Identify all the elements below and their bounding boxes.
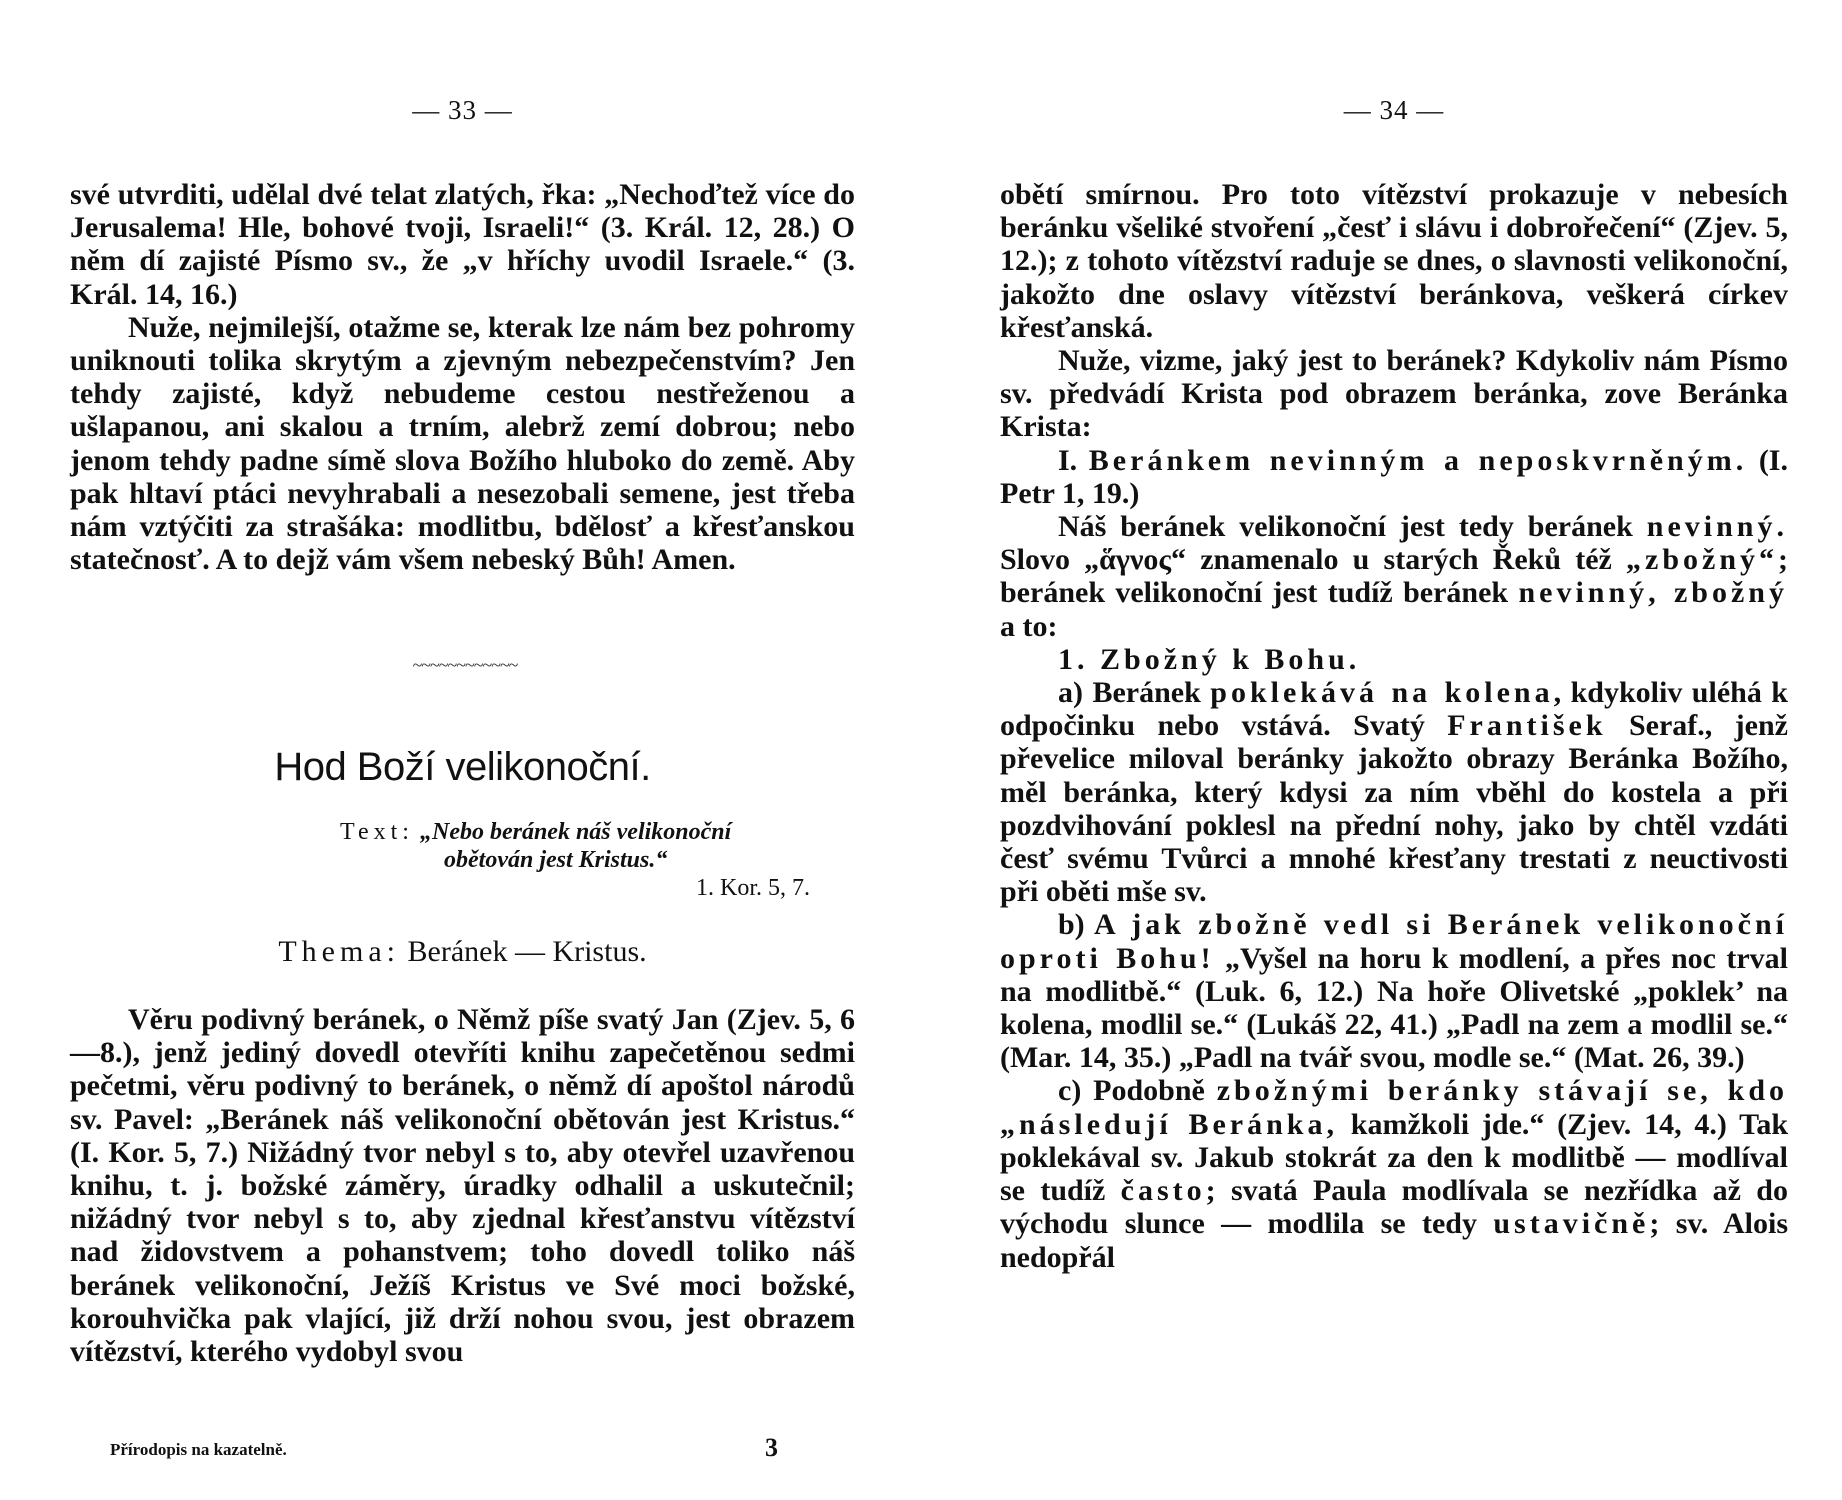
text-run: b) xyxy=(1058,908,1094,942)
spaced-text: František xyxy=(1447,709,1607,743)
thema-label: Thema: xyxy=(278,935,400,968)
paragraph xyxy=(1000,1074,1788,1273)
text-run: (I. Petr 1, 19.) xyxy=(1000,443,1788,510)
text-run: Seraf., jenž převelice miloval beránky jakožto obrazy Beránka Božího, měl beránka, který kdysi za ním vběhl do kostela a při pozdvihování poklesl na přední nohy, jako by chtěl vzdáti česť svému Tvůrci a mnohé křesťany trestati z neuctivosti při oběti mše sv. xyxy=(1000,709,1788,909)
spaced-text: „zbožný“ xyxy=(1626,543,1778,577)
text-run: a) Beránek xyxy=(1058,676,1211,710)
paragraph: Nuže, vizme, jaký jest to beránek? Kdykoliv nám Písmo sv. předvádí Krista pod obrazem beránka, zove Beránka Krista: xyxy=(1000,344,1788,444)
text-quote-line1: „Nebo beránek náš velikonoční xyxy=(419,819,732,845)
paragraph: Nuže, nejmilejší, otažme se, kterak lze nám bez pohromy uniknouti tolika skrytým a zjevným nebezpečenstvím? Jen tehdy zajisté, když nebudeme cestou nestřeženou a ušlapanou, ani skalou a trním, alebrž zemí dobrou; nebo jenom tehdy padne símě slova Božího hluboko do země. Aby pak hltaví ptáci nevyhrabali a nesezobali semene, jest třeba nám vztýčiti za strašáka: modlitbu, bdělosť a křesťanskou statečnosť. A to dejž vám všem nebeský Bůh! Amen. xyxy=(70,310,855,577)
right-text xyxy=(1000,178,1788,1274)
text-run: kamžkoli jde.“ (Zjev. 14, 4.) Tak poklekával sv. Jakub stokrát za den k modlitbě — modlíval se tudíž xyxy=(1000,1107,1789,1208)
text-reference: 1. Kor. 5, 7. xyxy=(696,875,810,901)
signature-line: Přírodopis na kazatelně. xyxy=(110,1440,287,1459)
text-run: ; svatá Paula modlívala se nezřídka až do východu slunce — modlila se tedy xyxy=(1000,1174,1788,1241)
text-run: „Vyšel na horu k modlení, a přes noc trval na modlitbě.“ (Luk. 6, 12.) Na hoře Olivetské „poklek’ na kolena, modlil se.“ (Lukáš 22, 41.) „Padl na zem a modlil se.“ (Mar. 14, 35.) „Padl na tvář svou, modle se.“ (Mat. 26, 39.) xyxy=(1000,941,1788,1075)
page-number: — 33 — xyxy=(412,95,513,125)
spaced-text: A jak zbožně vedl si Beránek velikonoční oproti Bohu! xyxy=(1000,908,1789,975)
text-run: a to: xyxy=(1000,609,1058,643)
text-run: ; sv. Alois nedopřál xyxy=(1000,1207,1788,1274)
paragraph xyxy=(1000,510,1788,643)
text-label: Text: xyxy=(340,819,414,845)
left-page xyxy=(70,0,855,1500)
spaced-text: často xyxy=(1120,1174,1206,1208)
spaced-text: nevinný. xyxy=(1646,510,1788,544)
paragraph: své utvrditi, udělal dvé telat zlatých, řka: „Nechoďtež více do Jerusalema! Hle, bohové tvoji, Israeli!“ (3. Král. 12, 28.) O něm dí zajisté Písmo sv., že „v hříchy uvodil Israele.“ (3. Král. 14, 16.) xyxy=(70,178,855,311)
text-run: Náš beránek velikonoční jest tedy beránek xyxy=(1058,510,1647,544)
thema-text: Beránek — Kristus. xyxy=(407,935,647,968)
text-run: , kdykoliv uléhá k odpočinku nebo vstává. Svatý xyxy=(1000,676,1788,743)
paragraph xyxy=(1000,676,1788,908)
ornament-divider: ~~~~~~~~~~~~ xyxy=(412,655,518,675)
epigraph xyxy=(340,818,840,902)
page-number: — 34 — xyxy=(1343,95,1445,125)
right-page xyxy=(1000,0,1788,1500)
paragraph: Věru podivný beránek, o Němž píše svatý Jan (Zjev. 5, 6—8.), jenž jediný dovedl otevříti knihu zapečetěnou sedmi pečetmi, věru podivný to beránek, o němž dí apoštol národů sv. Pavel: „Beránek náš velikonoční obětován jest Kristus.“ (I. Kor. 5, 7.) Nižádný tvor nebyl s to, aby otevřel uzavřenou knihu, t. j. božské záměry, úradky odhalil a uskutečnil; nižádný tvor nebyl s to, aby zjednal křesťanstvu vítězství nad židovstvem a pohanstvem; toho dovedl toliko náš beránek velikonoční, Ježíš Kristus ve Své moci božské, korouhvička pak vlající, již drží nohou svou, jest obrazem vítězství, kterého vydobyl svou xyxy=(70,1003,855,1369)
thema xyxy=(70,935,855,969)
left-top-text xyxy=(70,178,855,576)
spaced-text: ustavičně xyxy=(1493,1207,1650,1241)
text-run: Slovo „ἅγνος“ znamenalo u starých Řeků též xyxy=(1000,543,1626,577)
paragraph: 1. Zbožný k Bohu. xyxy=(1058,642,1361,676)
spaced-text: Beránkem nevinným a neposkvrněným. xyxy=(1088,443,1748,477)
text-run: ; beránek velikonoční jest tudíž beránek xyxy=(1000,543,1788,610)
text-run: c) Podobně xyxy=(1058,1074,1217,1108)
left-bottom-text xyxy=(70,1003,855,1368)
paragraph xyxy=(1000,908,1788,1074)
section-title: Hod Boží velikonoční. xyxy=(274,745,651,789)
text-quote-line2: obětován jest Kristus.“ xyxy=(444,847,668,873)
spaced-text: poklekává na kolena xyxy=(1210,676,1554,710)
text-run: I. xyxy=(1058,443,1089,477)
paragraph xyxy=(1000,444,1788,510)
spaced-text: zbožnými beránky stávají se, kdo „následují Beránka, xyxy=(1000,1074,1789,1141)
paragraph: obětí smírnou. Pro toto vítězství prokazuje v nebesích beránku všeliké stvoření „česť i slávu i dobrořečení“ (Zjev. 5, 12.); z tohoto vítězství raduje se dnes, o slavnosti velikonoční, jakožto dne oslavy vítězství beránkova, veškerá církev křesťanská. xyxy=(1000,178,1788,344)
signature-number: 3 xyxy=(765,1433,778,1462)
spaced-text: nevinný, zbožný xyxy=(1518,576,1788,610)
